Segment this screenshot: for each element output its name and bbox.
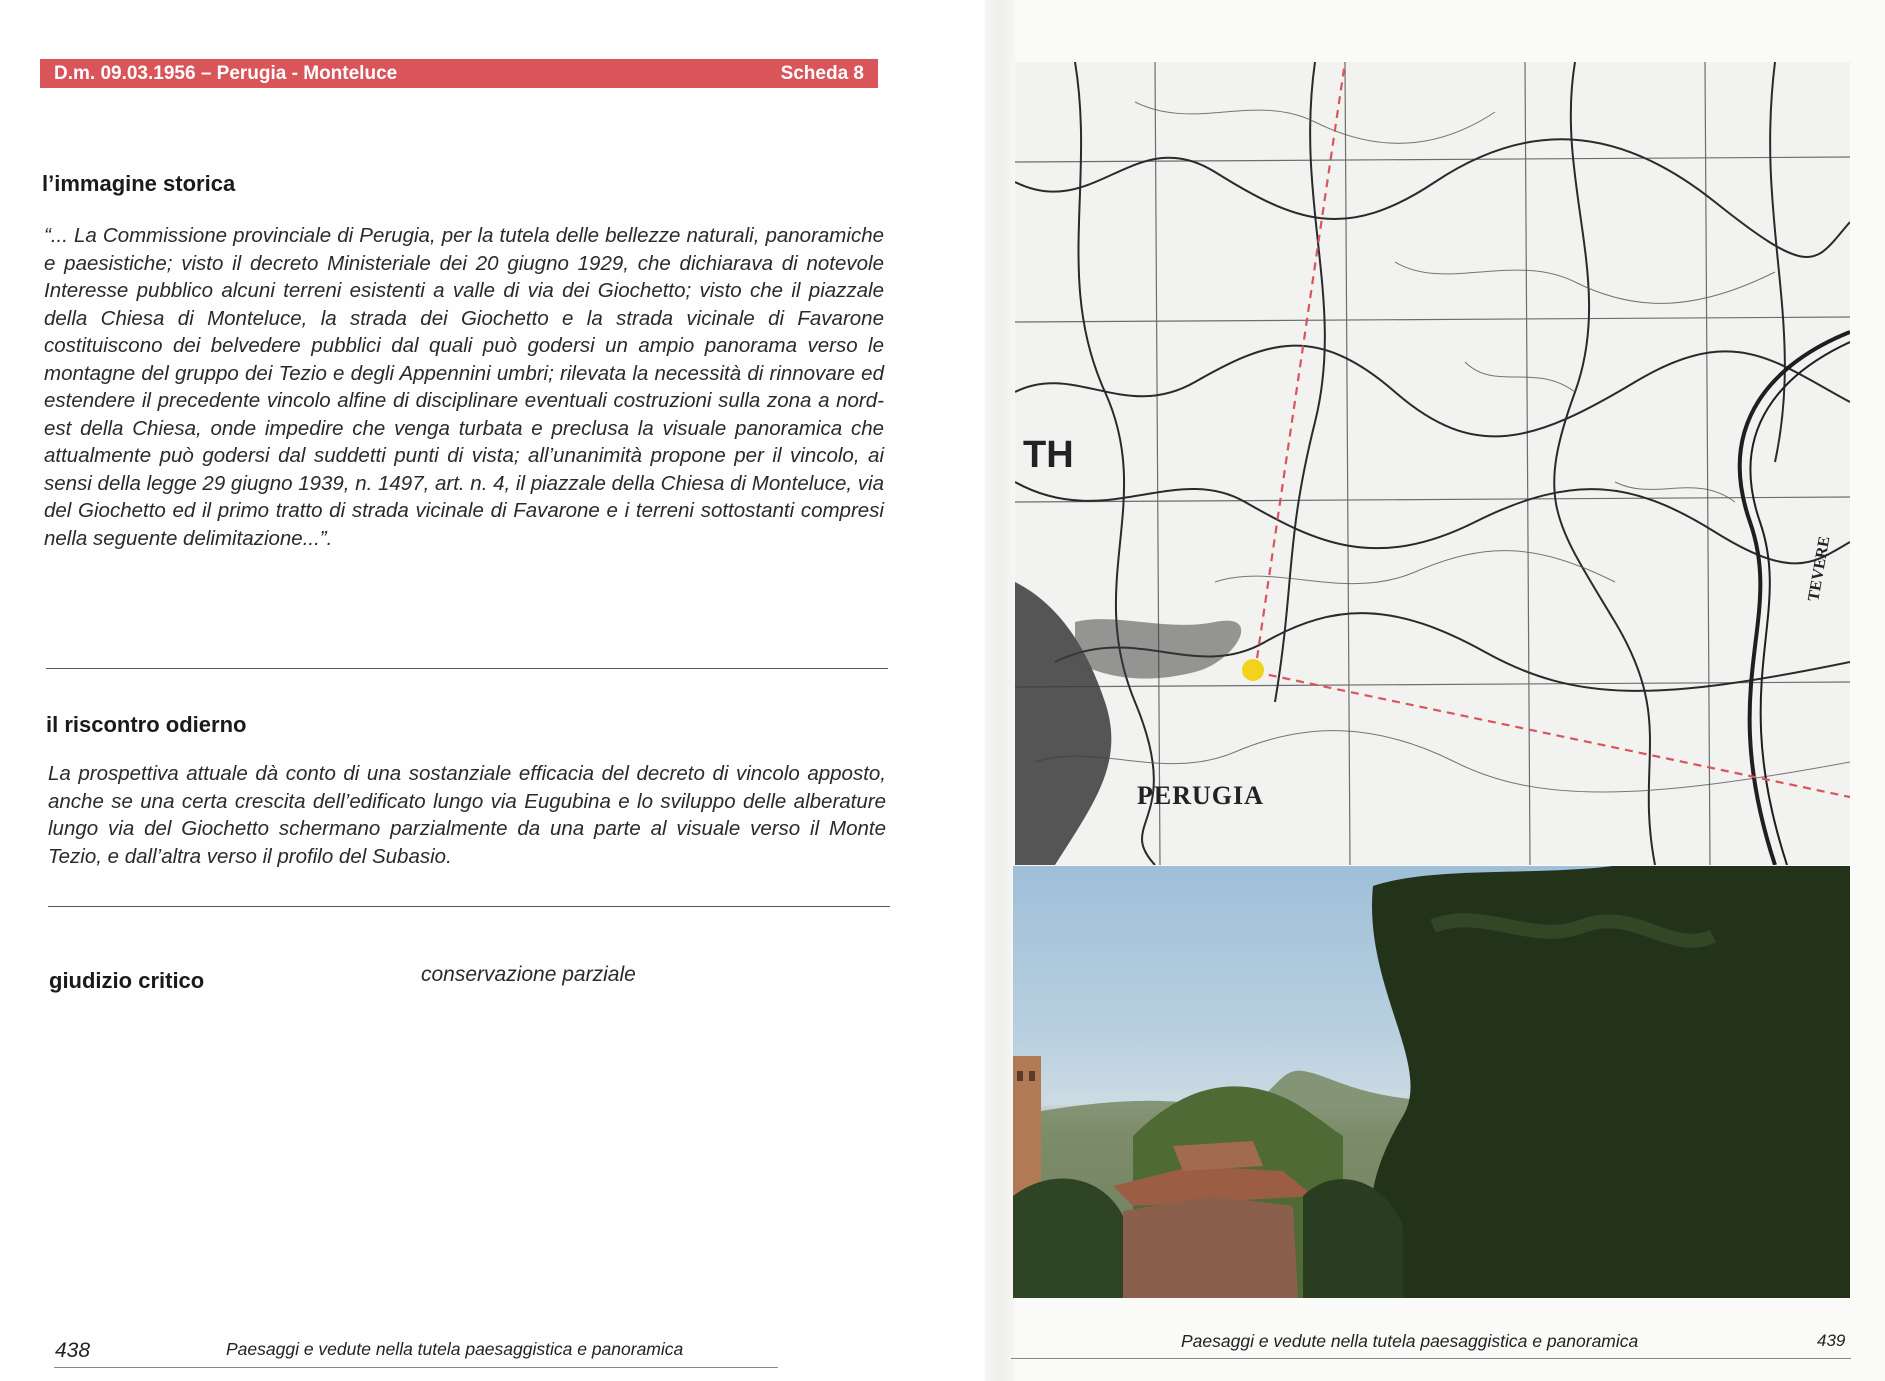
map-label-th: TH xyxy=(1023,434,1074,476)
footer-rule xyxy=(1011,1358,1851,1359)
current-text: La prospettiva attuale dà conto di una sostanziale efficacia del decreto di vincolo apposto, anche se una certa crescita dell’edificato lungo via Eugubina e lo sviluppo delle alberature lungo via del Giochetto schermano parzialmente da una parte al visuale verso il Monte Tezio, e dall’altra verso il profilo del Subasio. xyxy=(48,762,886,868)
header-title: D.m. 09.03.1956 – Perugia - Monteluce xyxy=(54,62,398,84)
viewpoint-marker xyxy=(1242,659,1264,681)
left-page-number: 438 xyxy=(55,1339,91,1362)
current-title: il riscontro odierno xyxy=(46,712,247,737)
book-gutter xyxy=(985,0,1015,1381)
divider-rule xyxy=(46,668,888,669)
footer-rule xyxy=(54,1367,778,1368)
judgement-value: conservazione parziale xyxy=(421,963,636,986)
map-drawing xyxy=(1015,62,1850,865)
header-bar xyxy=(40,59,878,88)
map-label-perugia: PERUGIA xyxy=(1137,781,1264,810)
judgement-title: giudizio critico xyxy=(49,968,205,993)
photo-drawing xyxy=(1013,866,1850,1298)
header-sheet-number: Scheda 8 xyxy=(780,62,864,84)
right-page-number: 439 xyxy=(1817,1331,1846,1350)
map-label-tevere: TEVERE xyxy=(1805,534,1834,603)
panorama-photo xyxy=(1013,866,1850,1298)
historic-text: “... La Commissione provinciale di Perugia, per la tutela delle bellezze naturali, panoramiche e paesistiche; visto il decreto Ministeriale dei 20 giugno 1929, che dichiarava di notevole Interesse pubblico alcuni terreni esistenti a valle di via dei Giochetto; visto che il piazzale della Chiesa di Monteluce, la strada dei Giochetto e la strada vicinale di Favarone costituiscono dei belvedere pubblici dal quali può godersi un ampio panorama verso le montagne del gruppo dei Tezio e degli Appennini umbri; rilevata la necessità di rinnovare ed estendere il precedente vincolo alfine di disciplinare eventuali costruzioni sulla zona a nord-est della Chiesa, onde impedire che venga turbata e preclusa la visuale panoramica che attualmente può godersi dal suddetti punti di vista; all’unanimità propone per il vincolo, ai sensi della legge 29 giugno 1939, n. 1497, art. n. 4, il piazzale della Chiesa di Monteluce, via del Giochetto ed il primo tratto di strada vicinale di Favarone e i terreni sottostanti compresi nella seguente delimitazione...”. xyxy=(44,224,884,550)
historic-map xyxy=(1015,62,1850,865)
divider-rule xyxy=(48,906,890,907)
right-footer-text: Paesaggi e vedute nella tutela paesaggistica e panoramica xyxy=(1181,1331,1639,1351)
historic-title: l’immagine storica xyxy=(42,171,236,196)
left-footer-text: Paesaggi e vedute nella tutela paesaggistica e panoramica xyxy=(226,1339,684,1359)
